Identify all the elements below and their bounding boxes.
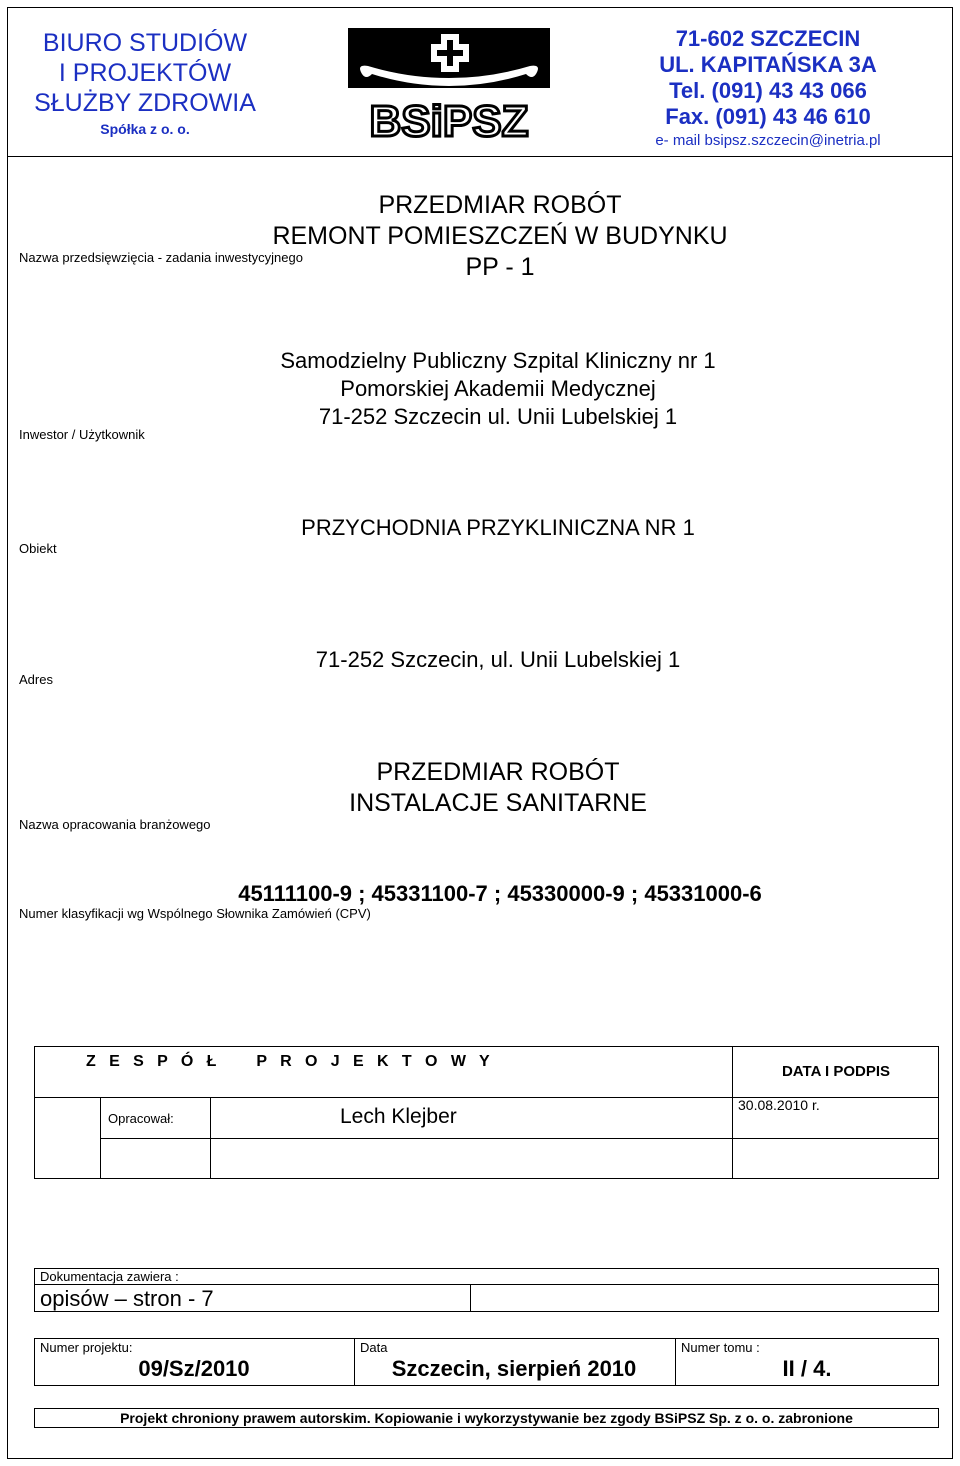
bsipsz-logo — [348, 28, 550, 140]
project-number-label: Numer projektu: — [40, 1340, 133, 1355]
investor-label: Inwestor / Użytkownik — [19, 427, 145, 442]
docs-divider — [34, 1284, 939, 1285]
investor-line1: Samodzielny Publiczny Szpital Kliniczny nr 1 — [280, 348, 716, 373]
cpv-codes: 45111100-9 ; 45331100-7 ; 45330000-9 ; 45331000-6 — [238, 881, 762, 906]
company-name-line1: BIURO STUDIÓW — [42, 29, 248, 57]
project-title-label: Nazwa przedsięwzięcia - zadania inwestycyjnego — [19, 250, 303, 265]
address-label: Adres — [19, 672, 53, 687]
date-label: Data — [360, 1340, 388, 1355]
copyright-notice: Projekt chroniony prawem autorskim. Kopiowanie i wykorzystywanie bez zgody BSiPSZ Sp. z o. o. zabronione — [120, 1410, 853, 1426]
address-street: UL. KAPITAŃSKA 3A — [659, 52, 877, 77]
date-signature-header: DATA I PODPIS — [781, 1063, 891, 1080]
docs-label: Dokumentacja zawiera : — [40, 1269, 179, 1284]
study-label: Nazwa opracowania branżowego — [19, 817, 211, 832]
team-role: Opracował: — [108, 1111, 174, 1126]
team-table-role-col — [210, 1097, 211, 1179]
object-label: Obiekt — [19, 541, 57, 556]
team-member-name: Lech Klejber — [340, 1105, 457, 1128]
volume-value: II / 4. — [782, 1356, 832, 1381]
project-title — [260, 190, 740, 283]
investor-line3: 71-252 Szczecin ul. Unii Lubelskiej 1 — [318, 404, 678, 429]
project-title-line2: REMONT POMIESZCZEŃ W BUDYNKU PP - 1 — [272, 222, 728, 281]
investor-line2: Pomorskiej Akademii Medycznej — [340, 376, 656, 401]
team-header: Z E S P Ó Ł P R O J E K T O W Y — [86, 1053, 490, 1070]
address-tel: Tel. (091) 43 43 066 — [669, 78, 867, 103]
project-number: 09/Sz/2010 — [138, 1356, 250, 1381]
company-name — [14, 28, 276, 140]
object-name: PRZYCHODNIA PRZYKLINICZNA NR 1 — [301, 515, 695, 540]
docs-col-divider — [470, 1284, 471, 1312]
team-date: 30.08.2010 r. — [738, 1097, 820, 1113]
study-title-line2: INSTALACJE SANITARNE — [349, 789, 647, 817]
address-postal: 71-602 SZCZECIN — [675, 26, 861, 51]
logo-lettering: BSiPSZ — [369, 97, 529, 140]
company-legal-form: Spółka z o. o. — [100, 121, 190, 137]
team-table-row-divider — [100, 1138, 939, 1139]
study-title-line1: PRZEDMIAR ROBÓT — [376, 758, 620, 786]
cpv-label: Numer klasyfikacji wg Wspólnego Słownika Zamówień (CPV) — [19, 906, 371, 921]
company-name-line2: I PROJEKTÓW — [58, 59, 232, 87]
study-title — [238, 757, 758, 819]
logo-graphic — [348, 28, 550, 140]
project-title-line1: PRZEDMIAR ROBÓT — [378, 191, 622, 219]
investor-block — [238, 347, 758, 431]
company-address — [618, 26, 918, 152]
team-table-side-col — [100, 1097, 101, 1179]
company-name-line3: SŁUŻBY ZDROWIA — [34, 89, 256, 117]
address-email: e- mail bsipsz.szczecin@inetria.pl — [655, 132, 881, 149]
header-divider — [7, 156, 953, 157]
object-address: 71-252 Szczecin, ul. Unii Lubelskiej 1 — [315, 647, 681, 672]
address-fax: Fax. (091) 43 46 610 — [665, 104, 871, 129]
date-value: Szczecin, sierpień 2010 — [391, 1356, 637, 1381]
docs-value: opisów – stron - 7 — [40, 1286, 214, 1311]
volume-label: Numer tomu : — [681, 1340, 760, 1355]
